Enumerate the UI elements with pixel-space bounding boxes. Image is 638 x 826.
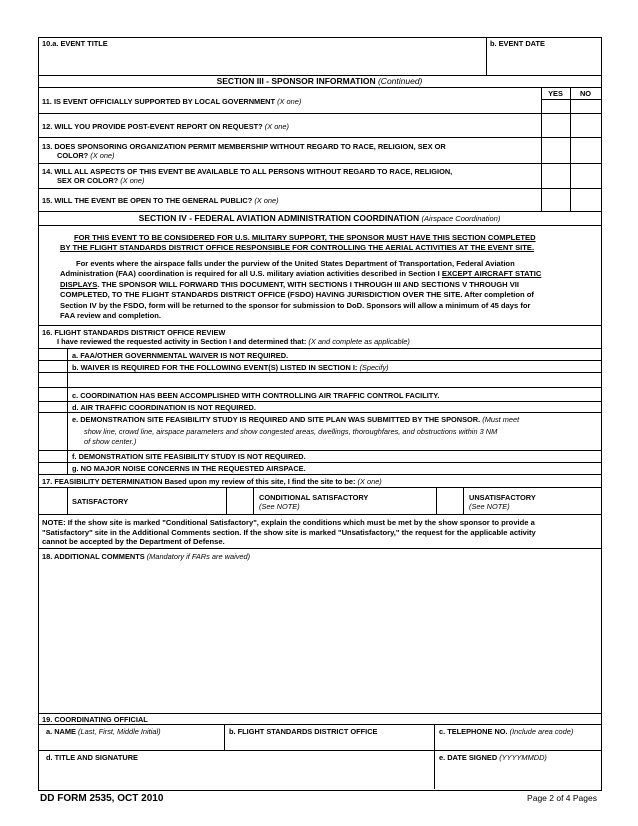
additional-comments-field[interactable]	[42, 564, 596, 710]
q17-satisfactory-checkbox[interactable]	[39, 488, 66, 513]
q19a-label	[46, 727, 161, 736]
q16b-label	[72, 363, 389, 372]
question-note: (X one)	[90, 151, 115, 160]
event-date-label: b. EVENT DATE	[490, 39, 545, 48]
para-line: COMPLETED, TO THE FLIGHT STANDARDS DISTRICT OFFICE (FSDO) HAVING JURISDICTION OVER THE SITE. After completion of	[60, 290, 534, 300]
divider	[434, 724, 435, 789]
para-underline: DISPLAYS	[60, 279, 98, 289]
title-signature-field[interactable]	[42, 763, 430, 787]
q17-title: 17. FEASIBILITY DETERMINATION Based upon my review of this site, I find the site to be:	[42, 477, 356, 486]
q13-no-box[interactable]	[571, 138, 600, 162]
question-number: 13.	[42, 142, 53, 151]
question-text: WILL YOU PROVIDE POST-EVENT REPORT ON REQUEST?	[54, 122, 263, 131]
telephone-field[interactable]	[438, 737, 598, 749]
q16c-checkbox[interactable]	[39, 388, 66, 400]
no-header: NO	[579, 89, 592, 98]
divider	[38, 225, 601, 226]
section4-title: SECTION IV - FEDERAL AVIATION ADMINISTRATION COORDINATION	[138, 213, 420, 223]
divider	[38, 113, 601, 114]
q16f-label: f. DEMONSTRATION SITE FEASIBILITY STUDY IS NOT REQUIRED.	[72, 452, 306, 461]
divider	[67, 348, 68, 474]
q12-yes-box[interactable]	[542, 114, 569, 136]
q19e-text: e. DATE SIGNED	[439, 753, 498, 762]
divider	[463, 487, 464, 514]
section4-title-row	[38, 212, 601, 225]
note-block	[42, 518, 598, 547]
divider	[38, 462, 601, 463]
q16e-note: (Must meet	[482, 415, 520, 424]
q16a-label: a. FAA/OTHER GOVERNMENTAL WAIVER IS NOT REQUIRED.	[72, 351, 289, 360]
event-title-field[interactable]	[42, 50, 482, 72]
yes-header: YES	[548, 89, 563, 98]
q16a-checkbox[interactable]	[39, 349, 66, 359]
q17-conditional-label: CONDITIONAL SATISFACTORY	[259, 493, 369, 502]
divider	[38, 360, 601, 361]
section4-title-note: (Airspace Coordination)	[421, 214, 501, 223]
question-note: (X one)	[254, 196, 279, 205]
question-14-line2	[57, 176, 145, 185]
q19c-label	[439, 727, 573, 736]
q17-unsatisfactory-checkbox[interactable]	[437, 488, 462, 513]
question-15	[42, 196, 279, 205]
note-line: "Satisfactory" site in the Additional Comments section. If the show site is marked "Unsatisfactory," the request for the applicable activity	[42, 527, 536, 537]
para-line: For events where the airspace falls under the purview of the United States Department of Transportation, Federal Aviation	[76, 259, 515, 268]
q19a-note: (Last, First, Middle Initial)	[78, 727, 161, 736]
q15-no-box[interactable]	[571, 189, 600, 211]
question-14	[42, 167, 452, 176]
para-underline: EXCEPT AIRCRAFT STATIC	[441, 269, 542, 279]
q16g-label: g. NO MAJOR NOISE CONCERNS IN THE REQUESTED AIRSPACE.	[72, 464, 306, 473]
q16e-text: e. DEMONSTRATION SITE FEASIBILITY STUDY IS REQUIRED AND SITE PLAN WAS SUBMITTED BY THE SPONSOR.	[72, 415, 481, 424]
question-text: WILL THE EVENT BE OPEN TO THE GENERAL PUBLIC?	[54, 196, 253, 205]
divider	[38, 87, 601, 88]
q16d-checkbox[interactable]	[39, 402, 66, 412]
para-line	[60, 280, 590, 290]
q17-unsatisfactory-label: UNSATISFACTORY	[469, 493, 536, 502]
divider	[38, 401, 601, 402]
section4-intro-line2: BY THE FLIGHT STANDARDS DISTRICT OFFICE RESPONSIBLE FOR CONTROLLING THE AERIAL ACTIVITIES AT THE EVENT SITE.	[60, 243, 535, 252]
question-text: COLOR?	[57, 151, 89, 160]
divider	[224, 724, 225, 750]
q19e-label	[439, 753, 547, 762]
q17-title-row	[42, 477, 382, 486]
divider	[38, 487, 601, 488]
q16b-text: b. WAIVER IS REQUIRED FOR THE FOLLOWING EVENT(S) LISTED IN SECTION I:	[72, 363, 358, 372]
divider	[253, 487, 254, 514]
q14-yes-box[interactable]	[542, 164, 569, 188]
q17-conditional-note: (See NOTE)	[259, 502, 300, 511]
q16e-checkbox[interactable]	[39, 413, 66, 449]
question-text: DOES SPONSORING ORGANIZATION PERMIT MEMBERSHIP WITHOUT REGARD TO RACE, RELIGION, SEX OR	[54, 142, 446, 151]
fsdo-field[interactable]	[228, 737, 430, 749]
event-title-label: 10.a. EVENT TITLE	[42, 39, 108, 48]
divider	[38, 514, 601, 515]
q16g-checkbox[interactable]	[39, 463, 66, 473]
q17-satisfactory-label: SATISFACTORY	[72, 497, 129, 506]
q16f-checkbox[interactable]	[39, 451, 66, 461]
question-note: (X one)	[277, 97, 302, 106]
q13-yes-box[interactable]	[542, 138, 569, 162]
question-number: 11.	[42, 97, 52, 106]
divider	[38, 474, 601, 475]
q16c-label: c. COORDINATION HAS BEEN ACCOMPLISHED WITH CONTROLLING AIR TRAFFIC CONTROL FACILITY.	[72, 391, 440, 400]
q19-title: 19. COORDINATING OFFICIAL	[42, 715, 148, 724]
q12-no-box[interactable]	[571, 114, 600, 136]
q16-subtitle-note: (X and complete as applicable)	[308, 337, 410, 346]
question-number: 12.	[42, 122, 53, 131]
divider	[38, 137, 601, 138]
q16e-note-line3: of show center.)	[84, 437, 137, 446]
q19c-text: c. TELEPHONE NO.	[439, 727, 508, 736]
question-note: (X one)	[264, 122, 289, 131]
question-11	[42, 97, 301, 106]
q11-no-box[interactable]	[571, 100, 600, 112]
para-line	[60, 269, 590, 279]
form-id: DD FORM 2535, OCT 2010	[40, 793, 164, 804]
divider	[67, 487, 68, 514]
divider	[38, 548, 601, 549]
event-date-field[interactable]	[490, 50, 596, 72]
para-line: Section IV by the FSDO, form will be returned to the sponsor for submission to DoD. Sponsors will allow a minimum of 45 days for	[60, 300, 531, 310]
divider	[38, 750, 601, 751]
q14-no-box[interactable]	[571, 164, 600, 188]
divider	[38, 163, 601, 164]
q19d-label: d. TITLE AND SIGNATURE	[46, 753, 138, 762]
question-text: SEX OR COLOR?	[57, 176, 119, 185]
divider	[38, 387, 601, 388]
divider	[38, 412, 601, 413]
question-note: (X one)	[120, 176, 145, 185]
date-signed-field[interactable]	[438, 763, 598, 787]
q19a-text: a. NAME	[46, 727, 76, 736]
question-number: 15.	[42, 196, 53, 205]
q16d-label: d. AIR TRAFFIC COORDINATION IS NOT REQUIRED.	[72, 403, 256, 412]
q16e-label	[72, 415, 519, 424]
q16-title: 16. FLIGHT STANDARDS DISTRICT OFFICE REVIEW	[42, 328, 226, 337]
q19e-note: (YYYYMMDD)	[499, 753, 547, 762]
page-number: Page 2 of 4 Pages	[527, 793, 597, 803]
q16-subtitle-text: I have reviewed the requested activity in Section I and determined that:	[57, 337, 307, 346]
section4-intro-line1: FOR THIS EVENT TO BE CONSIDERED FOR U.S. MILITARY SUPPORT, THE SPONSOR MUST HAVE THIS SECTION COMPLETED	[74, 233, 536, 242]
section3-title-note: (Continued)	[377, 76, 423, 86]
section3-title: SECTION III - SPONSOR INFORMATION	[216, 76, 376, 86]
q19c-note: (Include area code)	[509, 727, 574, 736]
q16-subtitle	[57, 337, 410, 346]
question-12	[42, 122, 289, 131]
q17-unsatisfactory-note: (See NOTE)	[469, 502, 510, 511]
divider	[38, 713, 601, 714]
q18-title-note: (Mandatory if FARs are waived)	[146, 552, 251, 561]
question-text: WILL ALL ASPECTS OF THIS EVENT BE AVAILABLE TO ALL PERSONS WITHOUT REGARD TO RACE, RELIGION,	[54, 167, 453, 176]
divider	[38, 325, 601, 326]
q17-title-note: (X one)	[357, 477, 382, 486]
question-13-line2	[57, 151, 115, 160]
section4-paragraph	[60, 259, 590, 321]
divider	[38, 188, 601, 189]
official-name-field[interactable]	[42, 737, 220, 749]
q16e-note-line2: show line, crowd line, airspace parameters and show congested areas, dwellings, thoroughfares, and obstructions within 3 NM	[84, 427, 498, 436]
section3-title-row	[38, 76, 601, 87]
para-text: . THE SPONSOR WILL FORWARD THIS DOCUMENT, WITH SECTIONS I THROUGH III AND SECTIONS V THROUGH VII	[97, 279, 520, 289]
q18-title-row	[42, 552, 250, 561]
divider	[486, 37, 487, 75]
q16b-specify-field[interactable]	[68, 373, 600, 386]
para-line: FAA review and completion.	[60, 311, 161, 321]
question-13	[42, 142, 446, 151]
divider	[38, 450, 601, 451]
question-text: IS EVENT OFFICIALLY SUPPORTED BY LOCAL GOVERNMENT	[53, 97, 275, 106]
question-number: 14.	[42, 167, 53, 176]
divider	[38, 724, 601, 725]
q15-yes-box[interactable]	[542, 189, 569, 211]
note-line: cannot be accepted by the Department of Defense.	[42, 537, 225, 547]
para-text: Administration (FAA) coordination is required for all U.S. military aviation activities described in Section I	[60, 269, 440, 279]
q19b-label: b. FLIGHT STANDARDS DISTRICT OFFICE	[229, 727, 378, 736]
q16b-checkbox[interactable]	[39, 361, 66, 371]
q11-yes-box[interactable]	[542, 100, 569, 112]
note-line: NOTE: If the show site is marked "Conditional Satisfactory", explain the conditions which must be met by the show sponsor to provide a	[42, 518, 535, 527]
q16b-note: (Specify)	[359, 363, 389, 372]
q18-title: 18. ADDITIONAL COMMENTS	[42, 552, 145, 561]
q17-conditional-checkbox[interactable]	[227, 488, 252, 513]
divider	[38, 348, 601, 349]
